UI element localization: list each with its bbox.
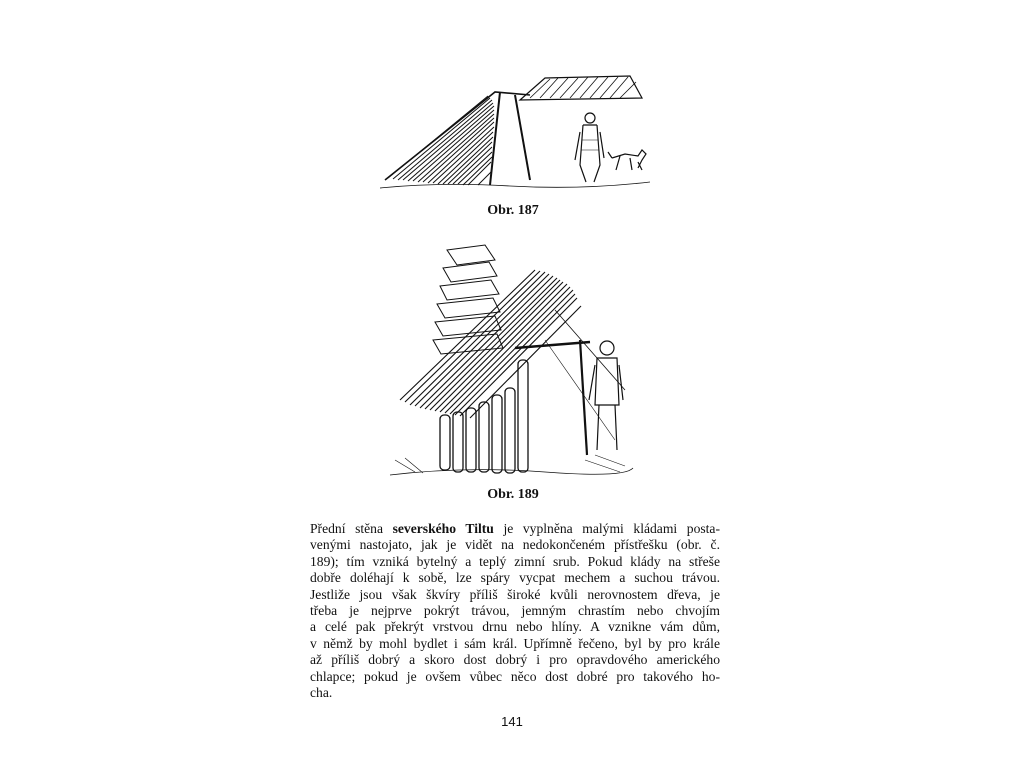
- figure-189-caption: Obr. 189: [487, 487, 539, 502]
- text-span: je vyplněna malými kládami posta-: [493, 521, 720, 536]
- text-line: 189); tím vzniká bytelný a teplý zimní srub. Pokud klády na střeše: [310, 553, 720, 569]
- page-number: 141: [501, 714, 523, 729]
- figure-187-caption: Obr. 187: [487, 203, 539, 218]
- bold-term: severského Tiltu: [392, 521, 494, 536]
- text-line: [310, 521, 720, 537]
- text-line: a celé pak překrýt vrstvou drnu nebo hlíny. A vznikne vám dům,: [310, 619, 720, 635]
- body-paragraph: [310, 521, 720, 701]
- text-line: třeba je nejprve pokrýt trávou, jemným chrastím nebo chvojím: [310, 603, 720, 619]
- figure-187-illustration: [380, 70, 650, 195]
- text-line: Jestliže jsou však škvíry příliš široké kvůli nerovnostem dřeva, je: [310, 586, 720, 602]
- text-line: dobře doléhají k sobě, lze spáry vycpat mechem a suchou trávou.: [310, 570, 720, 586]
- text-span: Přední stěna: [310, 521, 393, 536]
- figure-189-illustration: [385, 240, 635, 482]
- text-line: venými nastojato, jak je vidět na nedokončeném přístřešku (obr. č.: [310, 537, 720, 553]
- text-line: v němž by mohl bydlet i sám král. Upřímně řečeno, byl by pro krále: [310, 635, 720, 651]
- text-line: cha.: [310, 685, 333, 701]
- text-line: až příliš dobrý a skoro dost dobrý i pro opravdového amerického: [310, 652, 720, 668]
- text-line: chlapce; pokud je ovšem vůbec něco dost dobré pro takového ho-: [310, 668, 720, 684]
